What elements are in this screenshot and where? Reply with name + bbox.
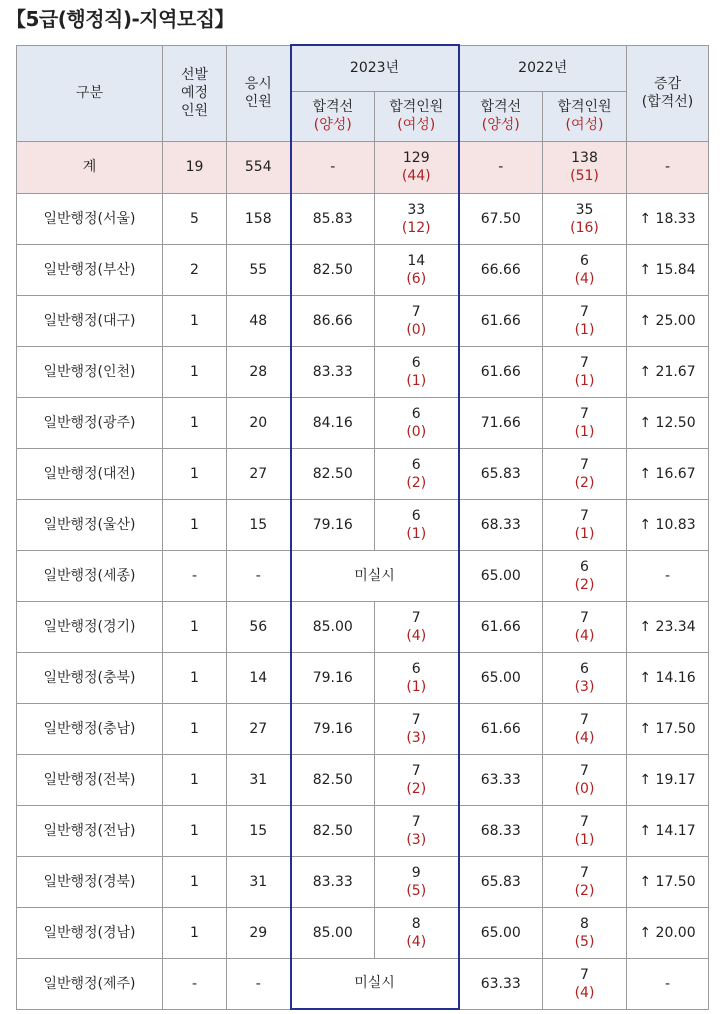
total-applicants: 554 bbox=[227, 141, 291, 193]
not-conducted-2023: 미실시 bbox=[291, 958, 459, 1009]
cutoff-2022: 61.66 bbox=[459, 346, 543, 397]
applicant-count: - bbox=[227, 958, 291, 1009]
change-value: - bbox=[627, 550, 709, 601]
region-label: 일반행정(전남) bbox=[17, 805, 163, 856]
passed-2022: 7 (0) bbox=[543, 754, 627, 805]
region-label: 일반행정(경남) bbox=[17, 907, 163, 958]
table-row bbox=[17, 754, 709, 805]
passed-2023: 6 (0) bbox=[375, 397, 459, 448]
table-row bbox=[17, 448, 709, 499]
change-value: ↑ 17.50 bbox=[627, 856, 709, 907]
passed-2022: 7 (1) bbox=[543, 397, 627, 448]
header-change: 증감 (합격선) bbox=[627, 45, 709, 141]
table-row bbox=[17, 907, 709, 958]
change-value: - bbox=[627, 958, 709, 1009]
cutoff-2022: 68.33 bbox=[459, 499, 543, 550]
applicant-count: 28 bbox=[227, 346, 291, 397]
cutoff-2023: 79.16 bbox=[291, 703, 375, 754]
applicant-count: 31 bbox=[227, 754, 291, 805]
cutoff-2022: 61.66 bbox=[459, 601, 543, 652]
planned-count: 1 bbox=[163, 346, 227, 397]
header-passed-2023: 합격인원 (여성) bbox=[375, 91, 459, 141]
applicant-count: 158 bbox=[227, 193, 291, 244]
change-value: ↑ 19.17 bbox=[627, 754, 709, 805]
passed-2023: 7 (2) bbox=[375, 754, 459, 805]
not-conducted-2023: 미실시 bbox=[291, 550, 459, 601]
region-label: 일반행정(인천) bbox=[17, 346, 163, 397]
region-label: 일반행정(대전) bbox=[17, 448, 163, 499]
table-row bbox=[17, 601, 709, 652]
cutoff-2023: 82.50 bbox=[291, 754, 375, 805]
region-label: 일반행정(충남) bbox=[17, 703, 163, 754]
passed-2022: 7 (2) bbox=[543, 856, 627, 907]
change-value: ↑ 20.00 bbox=[627, 907, 709, 958]
cutoff-2023: 82.50 bbox=[291, 805, 375, 856]
region-label: 일반행정(세종) bbox=[17, 550, 163, 601]
cutoff-2023: 83.33 bbox=[291, 856, 375, 907]
passed-2022: 7 (4) bbox=[543, 601, 627, 652]
cutoff-2022: 65.83 bbox=[459, 856, 543, 907]
passed-2023: 6 (1) bbox=[375, 346, 459, 397]
region-label: 일반행정(경북) bbox=[17, 856, 163, 907]
planned-count: - bbox=[163, 550, 227, 601]
region-label: 일반행정(제주) bbox=[17, 958, 163, 1009]
applicant-count: 14 bbox=[227, 652, 291, 703]
planned-count: 1 bbox=[163, 397, 227, 448]
region-label: 일반행정(충북) bbox=[17, 652, 163, 703]
total-cutoff-2023: - bbox=[291, 141, 375, 193]
total-cutoff-2022: - bbox=[459, 141, 543, 193]
table-row bbox=[17, 193, 709, 244]
cutoff-2022: 71.66 bbox=[459, 397, 543, 448]
header-year-2023: 2023년 bbox=[291, 45, 459, 91]
change-value: ↑ 15.84 bbox=[627, 244, 709, 295]
passed-2022: 7 (1) bbox=[543, 499, 627, 550]
passed-2023: 7 (3) bbox=[375, 703, 459, 754]
planned-count: 1 bbox=[163, 856, 227, 907]
cutoff-2023: 84.16 bbox=[291, 397, 375, 448]
table-row bbox=[17, 346, 709, 397]
passed-2023: 7 (4) bbox=[375, 601, 459, 652]
region-label: 일반행정(광주) bbox=[17, 397, 163, 448]
planned-count: 1 bbox=[163, 907, 227, 958]
total-row bbox=[17, 141, 709, 193]
passed-2022: 6 (3) bbox=[543, 652, 627, 703]
applicant-count: 15 bbox=[227, 499, 291, 550]
cutoff-2022: 61.66 bbox=[459, 703, 543, 754]
table-row bbox=[17, 397, 709, 448]
planned-count: 2 bbox=[163, 244, 227, 295]
region-label: 일반행정(부산) bbox=[17, 244, 163, 295]
cutoff-2023: 83.33 bbox=[291, 346, 375, 397]
passed-2023: 7 (0) bbox=[375, 295, 459, 346]
total-passed-2022: 138 (51) bbox=[543, 141, 627, 193]
applicant-count: 31 bbox=[227, 856, 291, 907]
passed-2022: 35 (16) bbox=[543, 193, 627, 244]
cutoff-2022: 68.33 bbox=[459, 805, 543, 856]
change-value: ↑ 10.83 bbox=[627, 499, 709, 550]
passed-2022: 8 (5) bbox=[543, 907, 627, 958]
region-label: 일반행정(울산) bbox=[17, 499, 163, 550]
planned-count: 1 bbox=[163, 652, 227, 703]
applicant-count: 55 bbox=[227, 244, 291, 295]
planned-count: 1 bbox=[163, 295, 227, 346]
header-cutoff-2023: 합격선 (양성) bbox=[291, 91, 375, 141]
cutoff-2022: 65.00 bbox=[459, 652, 543, 703]
table-row bbox=[17, 244, 709, 295]
passed-2023: 6 (1) bbox=[375, 499, 459, 550]
applicant-count: 27 bbox=[227, 448, 291, 499]
cutoff-2022: 65.00 bbox=[459, 550, 543, 601]
applicant-count: 27 bbox=[227, 703, 291, 754]
passed-2022: 7 (1) bbox=[543, 805, 627, 856]
applicant-count: - bbox=[227, 550, 291, 601]
passed-2023: 8 (4) bbox=[375, 907, 459, 958]
header-year-2022: 2022년 bbox=[459, 45, 627, 91]
passed-2023: 33 (12) bbox=[375, 193, 459, 244]
table-row bbox=[17, 652, 709, 703]
planned-count: 1 bbox=[163, 754, 227, 805]
passed-2023: 9 (5) bbox=[375, 856, 459, 907]
table-row bbox=[17, 856, 709, 907]
header-applicants: 응시 인원 bbox=[227, 45, 291, 141]
passed-2023: 7 (3) bbox=[375, 805, 459, 856]
table-row bbox=[17, 499, 709, 550]
passed-2023: 14 (6) bbox=[375, 244, 459, 295]
header-planned: 선발 예정 인원 bbox=[163, 45, 227, 141]
passed-2023: 6 (1) bbox=[375, 652, 459, 703]
table-row bbox=[17, 703, 709, 754]
planned-count: 1 bbox=[163, 499, 227, 550]
passed-2022: 6 (4) bbox=[543, 244, 627, 295]
applicant-count: 56 bbox=[227, 601, 291, 652]
planned-count: 1 bbox=[163, 448, 227, 499]
cutoff-2022: 67.50 bbox=[459, 193, 543, 244]
total-label: 계 bbox=[17, 141, 163, 193]
header-category: 구분 bbox=[17, 45, 163, 141]
planned-count: 5 bbox=[163, 193, 227, 244]
applicant-count: 15 bbox=[227, 805, 291, 856]
cutoff-2023: 82.50 bbox=[291, 244, 375, 295]
cutoff-2022: 61.66 bbox=[459, 295, 543, 346]
cutoff-2022: 65.83 bbox=[459, 448, 543, 499]
change-value: ↑ 25.00 bbox=[627, 295, 709, 346]
passed-2022: 6 (2) bbox=[543, 550, 627, 601]
change-value: ↑ 14.16 bbox=[627, 652, 709, 703]
change-value: ↑ 14.17 bbox=[627, 805, 709, 856]
change-value: ↑ 17.50 bbox=[627, 703, 709, 754]
total-planned: 19 bbox=[163, 141, 227, 193]
passed-2022: 7 (1) bbox=[543, 295, 627, 346]
header-passed-2022: 합격인원 (여성) bbox=[543, 91, 627, 141]
cutoff-2022: 66.66 bbox=[459, 244, 543, 295]
change-value: ↑ 16.67 bbox=[627, 448, 709, 499]
cutoff-2022: 63.33 bbox=[459, 958, 543, 1009]
applicant-count: 20 bbox=[227, 397, 291, 448]
table-row bbox=[17, 805, 709, 856]
header-cutoff-2022: 합격선 (양성) bbox=[459, 91, 543, 141]
total-change: - bbox=[627, 141, 709, 193]
planned-count: 1 bbox=[163, 805, 227, 856]
cutoff-2022: 63.33 bbox=[459, 754, 543, 805]
table-row bbox=[17, 550, 709, 601]
region-label: 일반행정(전북) bbox=[17, 754, 163, 805]
total-passed-2023: 129 (44) bbox=[375, 141, 459, 193]
passed-2022: 7 (4) bbox=[543, 958, 627, 1009]
passed-2022: 7 (2) bbox=[543, 448, 627, 499]
passed-2022: 7 (1) bbox=[543, 346, 627, 397]
cutoff-2023: 85.00 bbox=[291, 907, 375, 958]
applicant-count: 29 bbox=[227, 907, 291, 958]
cutoff-2023: 82.50 bbox=[291, 448, 375, 499]
table-row bbox=[17, 958, 709, 1009]
cutoff-2023: 79.16 bbox=[291, 499, 375, 550]
cutoff-2023: 86.66 bbox=[291, 295, 375, 346]
cutoff-2023: 85.00 bbox=[291, 601, 375, 652]
page-title: 【5급(행정직)-지역모집】 bbox=[6, 7, 235, 31]
table-row bbox=[17, 295, 709, 346]
region-label: 일반행정(서울) bbox=[17, 193, 163, 244]
recruitment-table bbox=[16, 44, 709, 1010]
change-value: ↑ 23.34 bbox=[627, 601, 709, 652]
passed-2023: 6 (2) bbox=[375, 448, 459, 499]
change-value: ↑ 12.50 bbox=[627, 397, 709, 448]
region-label: 일반행정(경기) bbox=[17, 601, 163, 652]
passed-2022: 7 (4) bbox=[543, 703, 627, 754]
change-value: ↑ 18.33 bbox=[627, 193, 709, 244]
planned-count: - bbox=[163, 958, 227, 1009]
region-label: 일반행정(대구) bbox=[17, 295, 163, 346]
applicant-count: 48 bbox=[227, 295, 291, 346]
change-value: ↑ 21.67 bbox=[627, 346, 709, 397]
cutoff-2022: 65.00 bbox=[459, 907, 543, 958]
cutoff-2023: 85.83 bbox=[291, 193, 375, 244]
planned-count: 1 bbox=[163, 601, 227, 652]
planned-count: 1 bbox=[163, 703, 227, 754]
cutoff-2023: 79.16 bbox=[291, 652, 375, 703]
